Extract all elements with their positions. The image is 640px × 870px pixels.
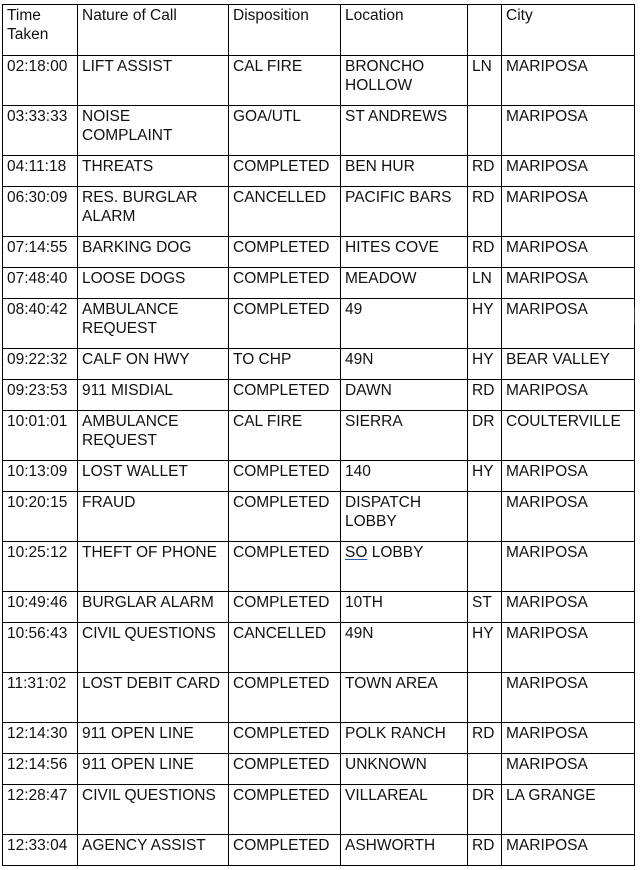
nature-of-call-cell: LOST DEBIT CARD (78, 673, 229, 723)
location-cell: BRONCHO HOLLOW (341, 56, 468, 106)
street-suffix-cell (468, 673, 502, 723)
location-cell: DAWN (341, 380, 468, 411)
table-row (3, 106, 635, 156)
table-row (3, 349, 635, 380)
street-suffix-cell: RD (468, 380, 502, 411)
disposition-cell: COMPLETED (229, 835, 341, 866)
nature-of-call-cell: THEFT OF PHONE (78, 542, 229, 592)
header-city: City (502, 5, 635, 56)
nature-of-call-cell: LIFT ASSIST (78, 56, 229, 106)
disposition-cell: CANCELLED (229, 187, 341, 237)
disposition-cell: COMPLETED (229, 299, 341, 349)
disposition-cell: COMPLETED (229, 268, 341, 299)
time-taken-cell: 04:11:18 (3, 156, 78, 187)
location-cell: PACIFIC BARS (341, 187, 468, 237)
location-cell: 49 (341, 299, 468, 349)
disposition-cell: COMPLETED (229, 156, 341, 187)
table-row (3, 492, 635, 542)
nature-of-call-cell: 911 OPEN LINE (78, 754, 229, 785)
time-taken-cell: 10:20:15 (3, 492, 78, 542)
time-taken-cell: 03:33:33 (3, 106, 78, 156)
location-cell: 140 (341, 461, 468, 492)
city-cell: MARIPOSA (502, 492, 635, 542)
time-taken-cell: 10:13:09 (3, 461, 78, 492)
disposition-cell: COMPLETED (229, 673, 341, 723)
header-row (3, 5, 635, 56)
nature-of-call-cell: LOOSE DOGS (78, 268, 229, 299)
street-suffix-cell (468, 754, 502, 785)
table-row (3, 723, 635, 754)
table-row (3, 623, 635, 673)
street-suffix-cell: HY (468, 623, 502, 673)
location-cell: ASHWORTH (341, 835, 468, 866)
location-cell: UNKNOWN (341, 754, 468, 785)
city-cell: MARIPOSA (502, 268, 635, 299)
disposition-cell: CAL FIRE (229, 56, 341, 106)
header-disposition: Disposition (229, 5, 341, 56)
time-taken-cell: 07:48:40 (3, 268, 78, 299)
city-cell: COULTERVILLE (502, 411, 635, 461)
table-row (3, 461, 635, 492)
table-row (3, 299, 635, 349)
city-cell: MARIPOSA (502, 106, 635, 156)
nature-of-call-cell: RES. BURGLAR ALARM (78, 187, 229, 237)
time-taken-cell: 12:14:30 (3, 723, 78, 754)
location-cell: HITES COVE (341, 237, 468, 268)
street-suffix-cell: RD (468, 723, 502, 754)
location-cell: VILLAREAL (341, 785, 468, 835)
time-taken-cell: 10:25:12 (3, 542, 78, 592)
street-suffix-cell: HY (468, 349, 502, 380)
street-suffix-cell: HY (468, 299, 502, 349)
city-cell: MARIPOSA (502, 835, 635, 866)
nature-of-call-cell: FRAUD (78, 492, 229, 542)
disposition-cell: COMPLETED (229, 542, 341, 592)
location-cell: 49N (341, 623, 468, 673)
street-suffix-cell: ST (468, 592, 502, 623)
city-cell: MARIPOSA (502, 592, 635, 623)
table-row (3, 380, 635, 411)
time-taken-cell: 10:49:46 (3, 592, 78, 623)
call-log-table (2, 4, 635, 866)
disposition-cell: COMPLETED (229, 723, 341, 754)
street-suffix-cell: DR (468, 785, 502, 835)
location-cell: TOWN AREA (341, 673, 468, 723)
city-cell: BEAR VALLEY (502, 349, 635, 380)
city-cell: MARIPOSA (502, 156, 635, 187)
table-row (3, 754, 635, 785)
time-taken-cell: 08:40:42 (3, 299, 78, 349)
location-cell: SIERRA (341, 411, 468, 461)
disposition-cell: COMPLETED (229, 380, 341, 411)
street-suffix-cell (468, 492, 502, 542)
table-row (3, 411, 635, 461)
street-suffix-cell (468, 542, 502, 592)
table-row (3, 592, 635, 623)
city-cell: MARIPOSA (502, 56, 635, 106)
city-cell: MARIPOSA (502, 380, 635, 411)
city-cell: MARIPOSA (502, 673, 635, 723)
nature-of-call-cell: CIVIL QUESTIONS (78, 785, 229, 835)
location-cell: POLK RANCH (341, 723, 468, 754)
nature-of-call-cell: AGENCY ASSIST (78, 835, 229, 866)
time-taken-cell: 02:18:00 (3, 56, 78, 106)
time-taken-cell: 10:56:43 (3, 623, 78, 673)
time-taken-cell: 12:33:04 (3, 835, 78, 866)
time-taken-cell: 09:22:32 (3, 349, 78, 380)
city-cell: MARIPOSA (502, 461, 635, 492)
location-cell: BEN HUR (341, 156, 468, 187)
city-cell: MARIPOSA (502, 187, 635, 237)
city-cell: MARIPOSA (502, 237, 635, 268)
city-cell: MARIPOSA (502, 542, 635, 592)
nature-of-call-cell: CALF ON HWY (78, 349, 229, 380)
disposition-cell: COMPLETED (229, 237, 341, 268)
location-cell: MEADOW (341, 268, 468, 299)
city-cell: LA GRANGE (502, 785, 635, 835)
nature-of-call-cell: BURGLAR ALARM (78, 592, 229, 623)
disposition-cell: COMPLETED (229, 785, 341, 835)
street-suffix-cell: RD (468, 156, 502, 187)
city-cell: MARIPOSA (502, 754, 635, 785)
table-row (3, 673, 635, 723)
city-cell: MARIPOSA (502, 299, 635, 349)
header-time-taken: Time Taken (3, 5, 78, 56)
table-row (3, 785, 635, 835)
disposition-cell: COMPLETED (229, 461, 341, 492)
nature-of-call-cell: 911 MISDIAL (78, 380, 229, 411)
nature-of-call-cell: CIVIL QUESTIONS (78, 623, 229, 673)
table-row (3, 237, 635, 268)
disposition-cell: CANCELLED (229, 623, 341, 673)
header-nature-of-call: Nature of Call (78, 5, 229, 56)
table-row (3, 268, 635, 299)
disposition-cell: COMPLETED (229, 492, 341, 542)
time-taken-cell: 10:01:01 (3, 411, 78, 461)
city-cell: MARIPOSA (502, 723, 635, 754)
location-cell: 49N (341, 349, 468, 380)
nature-of-call-cell: BARKING DOG (78, 237, 229, 268)
disposition-cell: GOA/UTL (229, 106, 341, 156)
table-row (3, 156, 635, 187)
disposition-cell: CAL FIRE (229, 411, 341, 461)
header-suffix (468, 5, 502, 56)
disposition-cell: COMPLETED (229, 592, 341, 623)
time-taken-cell: 11:31:02 (3, 673, 78, 723)
table-row (3, 187, 635, 237)
city-cell: MARIPOSA (502, 623, 635, 673)
time-taken-cell: 09:23:53 (3, 380, 78, 411)
nature-of-call-cell: AMBULANCE REQUEST (78, 299, 229, 349)
nature-of-call-cell: AMBULANCE REQUEST (78, 411, 229, 461)
location-word-underlined: SO (345, 544, 368, 561)
nature-of-call-cell: NOISE COMPLAINT (78, 106, 229, 156)
nature-of-call-cell: 911 OPEN LINE (78, 723, 229, 754)
time-taken-cell: 12:14:56 (3, 754, 78, 785)
time-taken-cell: 12:28:47 (3, 785, 78, 835)
header-location: Location (341, 5, 468, 56)
location-cell: 10TH (341, 592, 468, 623)
edge-mark (634, 307, 635, 325)
table-row (3, 56, 635, 106)
street-suffix-cell (468, 106, 502, 156)
nature-of-call-cell: THREATS (78, 156, 229, 187)
location-cell: DISPATCH LOBBY (341, 492, 468, 542)
street-suffix-cell: HY (468, 461, 502, 492)
table-row (3, 835, 635, 866)
nature-of-call-cell: LOST WALLET (78, 461, 229, 492)
call-log-body (3, 56, 635, 866)
street-suffix-cell: LN (468, 56, 502, 106)
street-suffix-cell: RD (468, 835, 502, 866)
street-suffix-cell: DR (468, 411, 502, 461)
location-cell: ST ANDREWS (341, 106, 468, 156)
street-suffix-cell: RD (468, 237, 502, 268)
time-taken-cell: 06:30:09 (3, 187, 78, 237)
street-suffix-cell: LN (468, 268, 502, 299)
disposition-cell: COMPLETED (229, 754, 341, 785)
time-taken-cell: 07:14:55 (3, 237, 78, 268)
location-cell: SO LOBBY (341, 542, 468, 592)
table-row (3, 542, 635, 592)
street-suffix-cell: RD (468, 187, 502, 237)
disposition-cell: TO CHP (229, 349, 341, 380)
